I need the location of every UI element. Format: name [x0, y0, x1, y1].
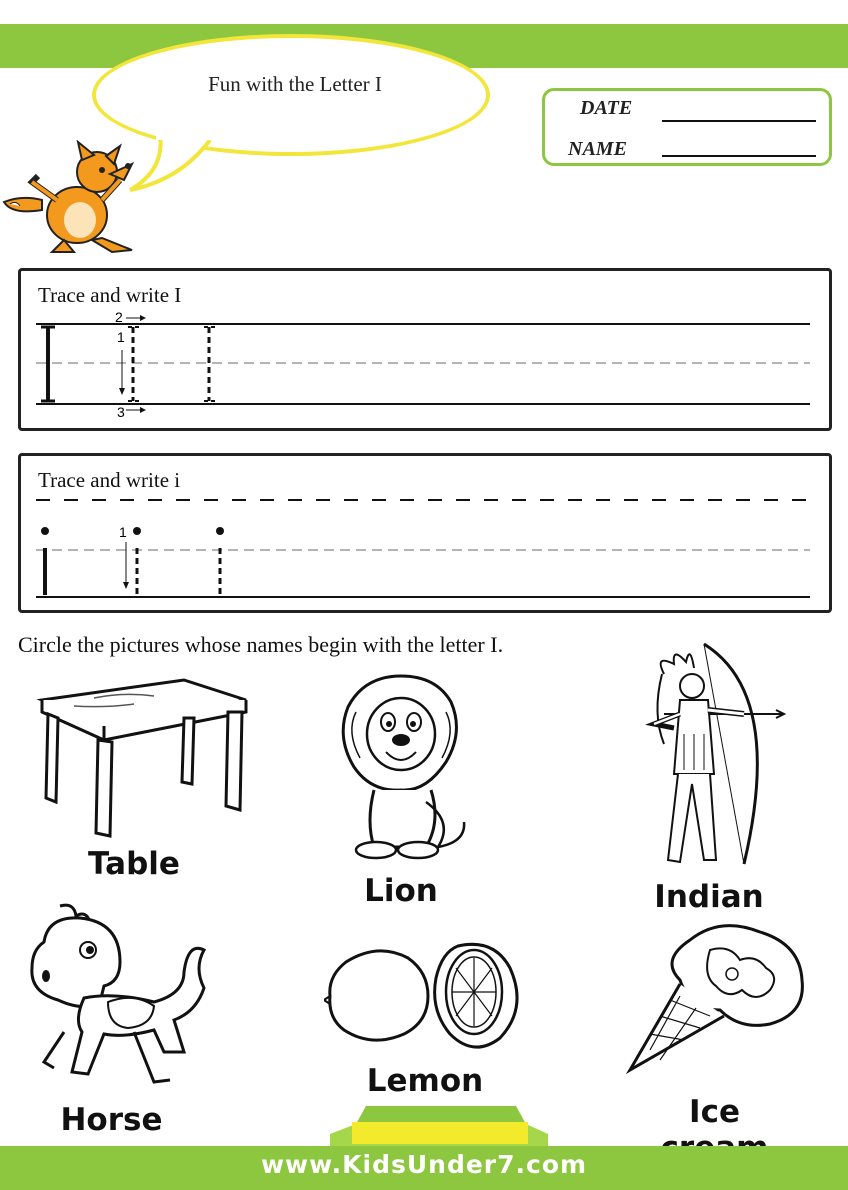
stroke-number-1: 1: [117, 329, 125, 345]
trace-uppercase-lines[interactable]: [30, 300, 820, 425]
picture-label-lemon: Lemon: [366, 1063, 484, 1099]
picture-label-table: Table: [88, 846, 180, 882]
picture-label-indian: Indian: [654, 879, 764, 915]
stroke-number-2: 2: [115, 309, 123, 325]
lemon-icon[interactable]: [324, 938, 528, 1050]
trace-uppercase-title: Trace and write I: [38, 283, 182, 307]
lion-icon[interactable]: [326, 672, 476, 862]
instruction-text: Circle the pictures whose names begin with the letter I.: [18, 632, 504, 657]
date-label: DATE: [580, 97, 633, 119]
trace-lowercase-title: Trace and write i: [38, 468, 181, 492]
picture-label-lion: Lion: [364, 873, 438, 909]
footer-decoration: [326, 1104, 552, 1148]
table-icon[interactable]: [34, 678, 249, 840]
name-field[interactable]: [662, 155, 816, 157]
stroke-number-3: 3: [117, 404, 125, 420]
footer-website-link[interactable]: www.KidsUnder7.com: [260, 1150, 588, 1179]
horse-icon[interactable]: [24, 902, 214, 1102]
name-label: NAME: [568, 138, 627, 160]
trace-lowercase-lines[interactable]: [30, 490, 820, 605]
picture-label-ice-cream: Ice: [689, 1094, 740, 1130]
page-title: Fun with the Letter I: [208, 72, 382, 96]
stroke-number-1-lower: 1: [119, 524, 127, 540]
fox-icon: [2, 140, 147, 258]
archer-icon[interactable]: [634, 634, 786, 870]
date-field[interactable]: [662, 120, 816, 122]
ice-cream-icon[interactable]: [620, 920, 810, 1080]
picture-label-horse: Horse: [60, 1102, 163, 1138]
